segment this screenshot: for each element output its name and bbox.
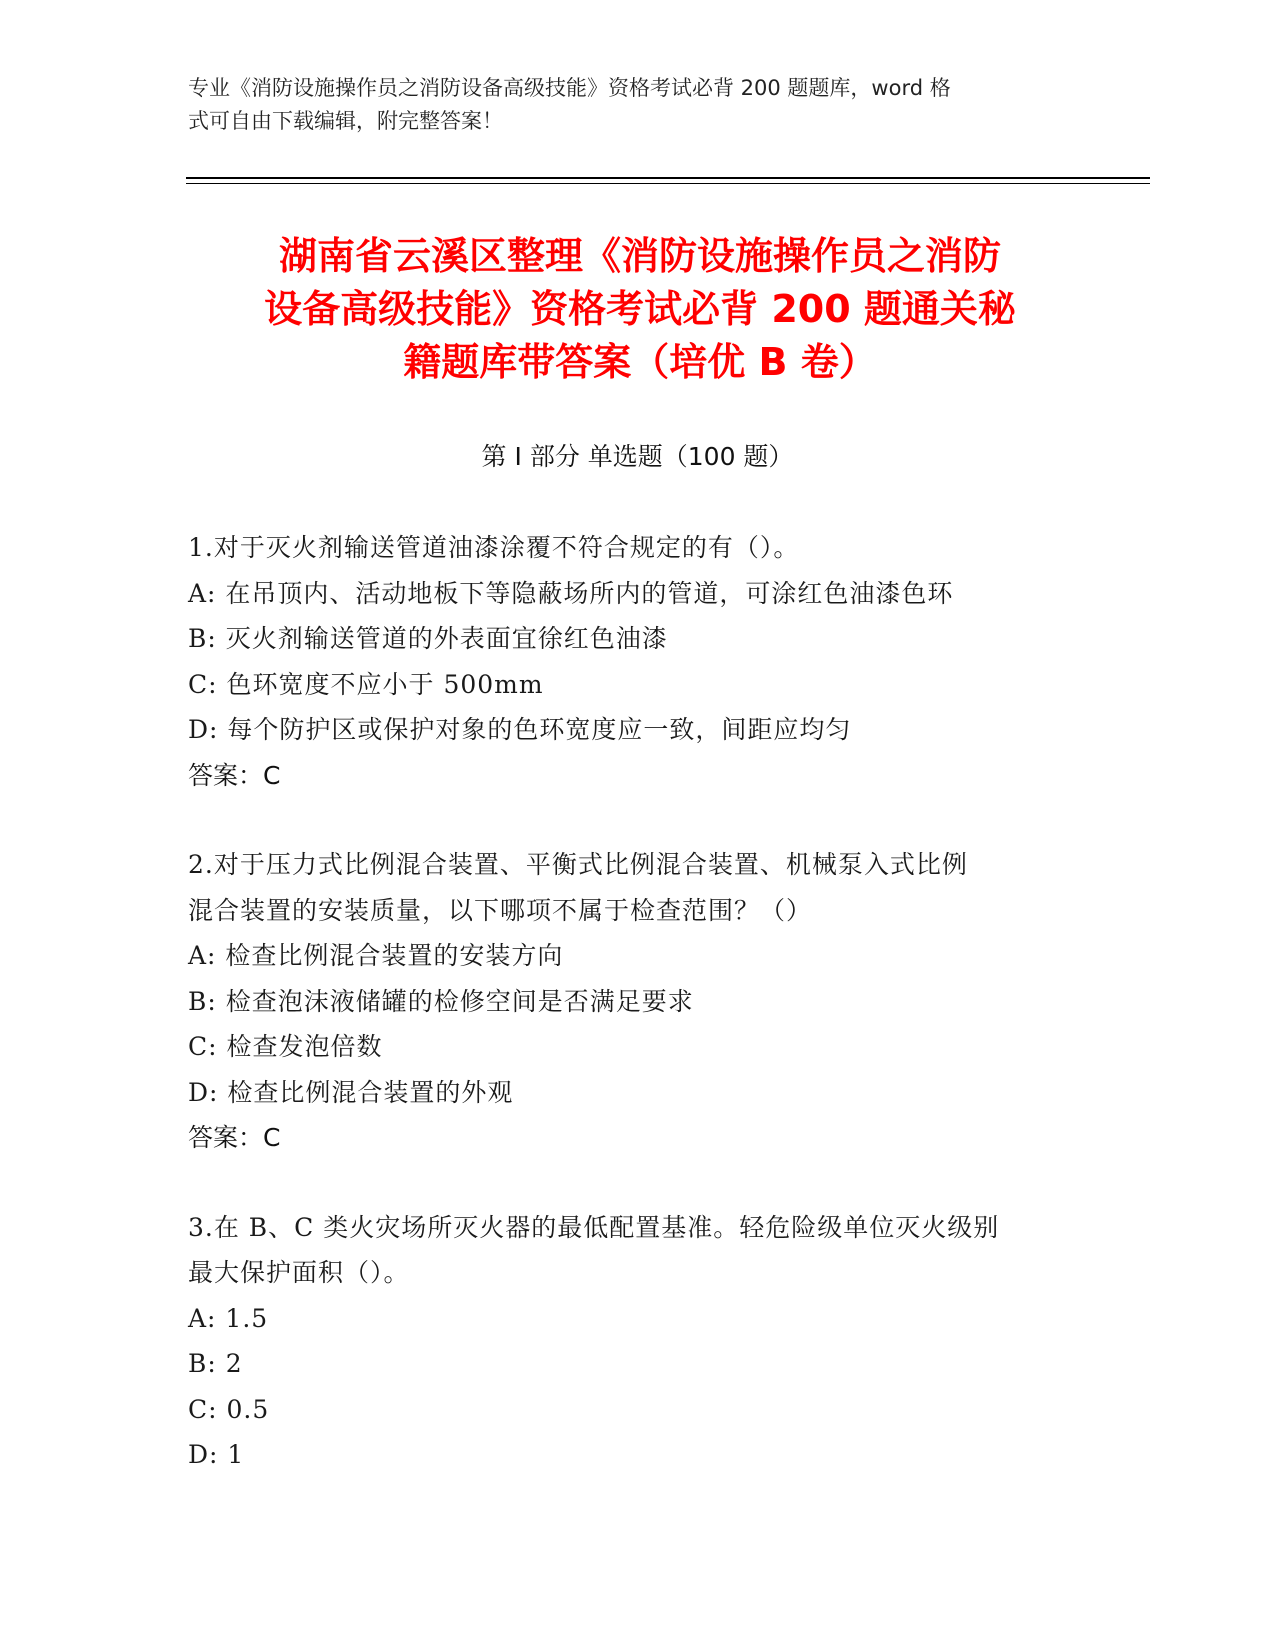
option-a: A: 在吊顶内、活动地板下等隐蔽场所内的管道，可涂红色油漆色环	[188, 578, 954, 608]
option-a: A: 检查比例混合装置的安装方向	[188, 941, 564, 970]
header-note	[188, 72, 1068, 138]
option-c: C: 色环宽度不应小于 500mm	[188, 669, 544, 699]
question-list	[188, 525, 1088, 1478]
question-stem: 1.对于灭火剂输送管道油漆涂覆不符合规定的有（）。	[188, 533, 800, 562]
option-d: D: 检查比例混合装置的外观	[188, 1077, 514, 1107]
question-stem-line-1: 3.在 B、C 类火灾场所灭火器的最低配置基准。轻危险级单位灭火级别	[188, 1212, 1000, 1242]
option-b: B: 2	[188, 1349, 243, 1378]
question-1	[188, 525, 1088, 798]
question-2	[188, 842, 1088, 1161]
option-b: B: 灭火剂输送管道的外表面宜徐红色油漆	[188, 624, 668, 653]
answer: 答案：C	[188, 1123, 281, 1152]
option-b: B: 检查泡沫液储罐的检修空间是否满足要求	[188, 986, 694, 1016]
option-d: D: 1	[188, 1440, 245, 1469]
header-note-line-1: 专业《消防设施操作员之消防设备高级技能》资格考试必背 200 题题库，word 格	[188, 76, 951, 100]
header-rule-thick	[186, 177, 1150, 179]
title-line-1: 湖南省云溪区整理《消防设施操作员之消防	[278, 234, 1001, 278]
option-c: C: 检查发泡倍数	[188, 1032, 383, 1061]
question-stem-line-2: 混合装置的安装质量，以下哪项不属于检查范围？（）	[188, 895, 813, 925]
question-stem-line-2: 最大保护面积（）。	[188, 1258, 410, 1287]
question-stem-line-1: 2.对于压力式比例混合装置、平衡式比例混合装置、机械泵入式比例	[188, 850, 968, 879]
option-a: A: 1.5	[188, 1303, 269, 1333]
header-rule-thin	[186, 183, 1150, 184]
section-heading: 第 I 部分 单选题（100 题）	[481, 442, 794, 471]
header-note-line-2: 式可自由下载编辑，附完整答案！	[188, 109, 503, 133]
document-title	[190, 230, 1090, 389]
answer: 答案：C	[188, 760, 281, 790]
option-d: D: 每个防护区或保护对象的色环宽度应一致，间距应均匀	[188, 715, 852, 744]
title-line-3: 籍题库带答案（培优 B 卷）	[403, 340, 877, 384]
option-c: C: 0.5	[188, 1394, 270, 1424]
question-3	[188, 1205, 1088, 1478]
title-line-2: 设备高级技能》资格考试必背 200 题通关秘	[264, 287, 1016, 331]
